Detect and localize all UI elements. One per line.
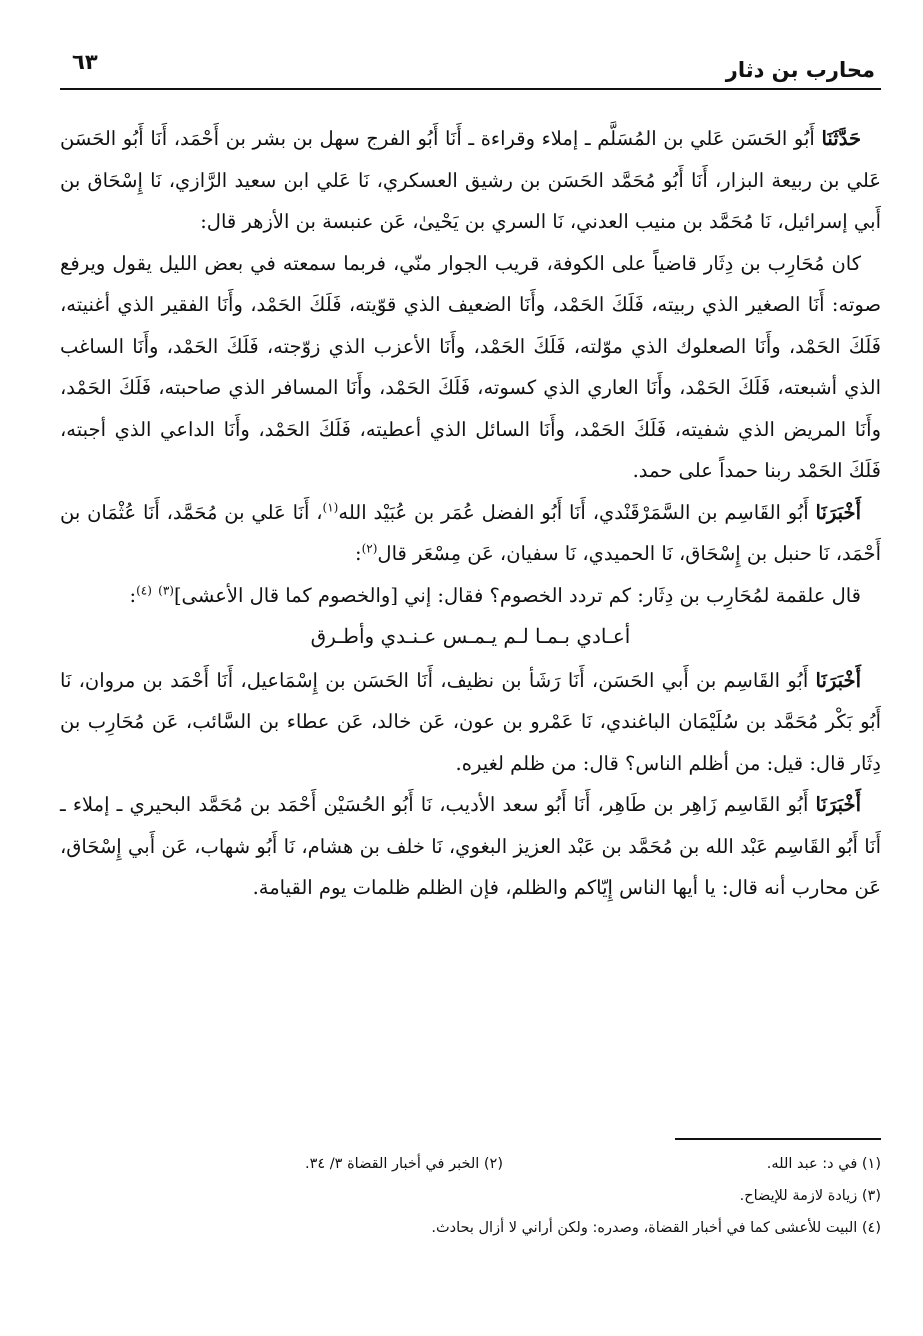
paragraph-6: [60, 784, 881, 909]
paragraph-body: قال علقمة لمُحَارِب بن دِثَار: كم تردد الخصوم؟ فقال: إني [والخصوم كما قال الأعشى]: [173, 583, 861, 607]
page-number: ٦٣: [72, 50, 98, 74]
paragraph-body: أَبُو الحَسَن عَلي بن المُسَلَّم ـ إملاء وقراءة ـ أَنَا أَبُو الفرج سهل بن بشر بن أَحْمَد، أَنَا أَبُو الحَسَن عَلي بن ربيعة البزار، أَنَا أَبُو مُحَمَّد الحَسَن بن رشيق العسكري، نَا عَلي ابن سعيد الرَّازي، نَا إِسْحَاق بن أَبي إسرائيل، نَا مُحَمَّد بن منيب العدني، نَا السري بن يَحْيىٰ، عَن عنبسة بن الأزهر قال:: [60, 127, 881, 233]
paragraph-5: [60, 660, 881, 785]
poetry-verse: أعـادي بـمـا لـم يـمـس عـنـدي وأطـرق: [310, 624, 631, 648]
paragraph-lead: أَخْبَرَنَا: [815, 668, 861, 692]
footnote-ref-1[interactable]: (١): [322, 500, 339, 514]
footnote-row: [60, 1180, 881, 1212]
paragraph-4: [60, 575, 881, 617]
footnote-divider: [675, 1138, 881, 1140]
footnote-4: (٤) البيت للأعشى كما في أخبار القضاة، وصدره: ولكن أراني لا أزال بحادث.: [431, 1220, 881, 1236]
paragraph-2: [60, 243, 881, 492]
footnote-ref-4[interactable]: (٤): [136, 583, 152, 597]
footnotes: [60, 1148, 881, 1244]
footnote-2: (٢) الخبر في أخبار القضاة ٣/ ٣٤.: [304, 1156, 503, 1172]
running-header: [60, 46, 881, 90]
footnote-1: (١) في د: عبد الله.: [766, 1156, 881, 1172]
footnote-ref-2[interactable]: (٢): [361, 541, 378, 556]
paragraph-body: أَبُو القَاسِم زَاهِر بن طَاهِر، أَنَا أَبُو سعد الأديب، نَا أَبُو الحُسَيْن أَحْمَد بن مُحَمَّد البحيري ـ إملاء ـ أَنَا أَبُو القَاسِم عَبْد الله بن مُحَمَّد بن عَبْد العزيز البغوي، نَا خلف بن هشام، نَا أَبُو شهاب، عَن أَبي إِسْحَاق، عَن محارب أنه قال: يا أيها الناس إِيّاكم والظلم، فإن الظلم ظلمات يوم القيامة.: [60, 793, 881, 899]
paragraph-lead: أَخْبَرَنَا: [815, 793, 861, 816]
paragraph-body: :: [129, 583, 137, 607]
paragraph-lead: أَخْبَرَنَا: [815, 500, 861, 524]
paragraph-3: [60, 492, 881, 575]
main-text: [60, 118, 881, 909]
paragraph-1: [60, 118, 881, 243]
paragraph-body: كان مُحَارِب بن دِثَار قاضياً على الكوفة، قريب الجوار منّي، فربما سمعته في بعض الليل يقول ويرفع صوته: أَنَا الصغير الذي ربيته، فَلَكَ الحَمْد، وأَنَا الضعيف الذي قوّيته، فَلَكَ الحَمْد، وأَنَا الفقير الذي أغنيته، فَلَكَ الحَمْد، وأَنَا الصعلوك الذي موّلته، فَلَكَ الحَمْد، وأَنَا الأعزب الذي زوّجته، فَلَكَ الحَمْد، وأَنَا الساغب الذي أشبعته، فَلَكَ الحَمْد، وأَنَا العاري الذي كسوته، فَلَكَ الحَمْد، وأَنَا المسافر الذي صاحبته، فَلَكَ الحَمْد، وأَنَا المريض الذي شفيته، فَلَكَ الحَمْد، وأَنَا السائل الذي أعطيته، فَلَكَ الحَمْد، وأَنَا الداعي الذي أجبته، فَلَكَ الحَمْد ربنا حمداً على حمد.: [60, 251, 881, 482]
paragraph-body: أَبُو القَاسِم بن السَّمَرْقَنْدي، أَنَا أَبُو الفضل عُمَر بن عُبَيْد الله: [338, 500, 816, 524]
paragraph-body: أَبُو القَاسِم بن أَبي الحَسَن، أَنَا رَشَأ بن نظيف، أَنَا الحَسَن بن إِسْمَاعيل، أَنَا أَحْمَد بن مروان، نَا أَبُو بَكْر مُحَمَّد بن سُلَيْمَان الباغندي، نَا عَمْرو بن عون، عَن خالد، عَن عطاء بن السَّائب، عَن مُحَارِب بن دِثَار قال: قيل: من أظلم الناس؟ قال: من ظلم لغيره.: [60, 668, 881, 775]
footnote-3: (٣) زيادة لازمة للإيضاح.: [739, 1188, 881, 1204]
footnote-row: [60, 1148, 881, 1180]
footnote-row: [60, 1212, 881, 1244]
paragraph-lead: حَدَّثَنَا: [821, 127, 861, 150]
paragraph-body: ، أَنَا عَلي بن مُحَمَّد، أَنَا عُثْمَان بن أَحْمَد، نَا حنبل بن إِسْحَاق، نَا الحميدي، نَا سفيان، عَن مِسْعَر قال: [60, 500, 881, 565]
book-page: [60, 0, 881, 1336]
paragraph-body: :: [355, 542, 362, 565]
running-title: محارب بن دثار: [725, 58, 875, 82]
footnote-ref-3[interactable]: (٣): [158, 583, 174, 597]
